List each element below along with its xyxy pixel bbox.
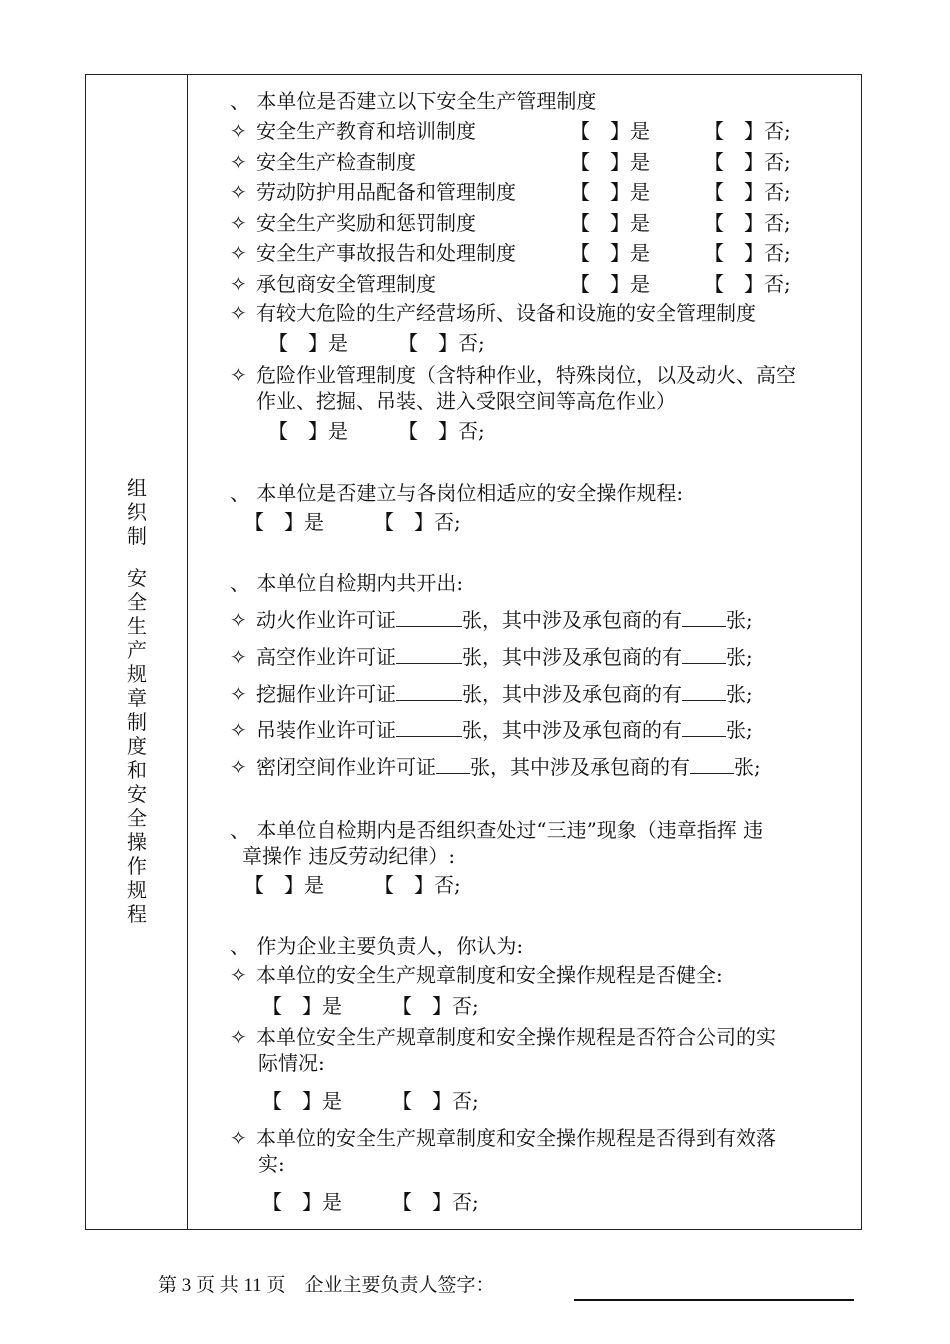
bullet-icon: ✧ xyxy=(230,644,247,669)
s1-item xyxy=(230,210,476,236)
s1-item7: ✧ 有较大危险的生产经营场所、设备和设施的安全管理制度 xyxy=(230,301,756,325)
bullet-icon: ✧ xyxy=(230,210,247,235)
count-blank[interactable] xyxy=(436,753,470,774)
s5-q3-line2: 实: xyxy=(258,1152,285,1176)
bullet-icon: ✧ xyxy=(230,1126,247,1150)
no-option[interactable]: 【 】否; xyxy=(704,119,791,143)
bullet-icon: ✧ xyxy=(230,180,247,204)
no-option[interactable]: 【 】否; xyxy=(704,149,791,174)
no-option[interactable]: 【 】否; xyxy=(704,210,791,235)
yes-option[interactable]: 【 】是 xyxy=(570,210,650,235)
no-option[interactable]: 【 】否; xyxy=(704,271,791,296)
yes-option[interactable]: 【 】是 xyxy=(570,180,650,204)
signature-line[interactable] xyxy=(574,1299,854,1301)
s3-title: 、 本单位自检期内共开出: xyxy=(230,571,464,595)
permit-label: 吊装作业许可证 xyxy=(256,718,396,743)
contractor-count-blank[interactable] xyxy=(690,753,734,774)
permit-row xyxy=(230,716,753,743)
permit-mid: 张，其中涉及承包商的有 xyxy=(462,681,682,706)
s1-item7-choice[interactable]: 【 】是 【 】否; xyxy=(268,331,485,355)
s5-q3-choice[interactable]: 【 】是 【 】否; xyxy=(262,1190,479,1214)
s5-q2-line1: ✧ 本单位安全生产规章制度和安全操作规程是否符合公司的实 xyxy=(230,1025,776,1049)
permit-end: 张; xyxy=(726,608,753,632)
s4-line2: 章操作 违反劳动纪律）: xyxy=(242,844,456,868)
bullet-icon: ✧ xyxy=(230,119,247,143)
permit-mid: 张，其中涉及承包商的有 xyxy=(462,718,682,743)
side-label-part1: 组 织 制 xyxy=(127,476,147,548)
permit-label: 密闭空间作业许可证 xyxy=(256,755,436,780)
s1-item8-choice[interactable]: 【 】是 【 】否; xyxy=(268,419,485,443)
s1-item xyxy=(230,240,516,266)
s1-item-label: 安全生产教育和培训制度 xyxy=(256,119,476,143)
bullet-icon: ✧ xyxy=(230,363,247,387)
permit-row xyxy=(230,753,761,780)
count-blank[interactable] xyxy=(396,606,462,627)
bullet-icon: ✧ xyxy=(230,681,247,706)
permit-end: 张; xyxy=(726,681,753,706)
s1-item-label: 劳动防护用品配备和管理制度 xyxy=(256,180,516,204)
yes-option[interactable]: 【 】是 xyxy=(570,119,650,143)
permit-label: 动火作业许可证 xyxy=(256,608,396,632)
permit-mid: 张，其中涉及承包商的有 xyxy=(462,644,682,669)
bullet-icon: ✧ xyxy=(230,1025,247,1049)
s2-title: 、 本单位是否建立与各岗位相适应的安全操作规程: xyxy=(230,481,684,505)
s1-title: 、 本单位是否建立以下安全生产管理制度 xyxy=(230,89,597,113)
yes-option[interactable]: 【 】是 xyxy=(570,241,650,265)
bullet-icon: ✧ xyxy=(230,755,247,780)
s1-item xyxy=(230,271,436,297)
permit-mid: 张，其中涉及承包商的有 xyxy=(470,755,690,780)
permit-end: 张; xyxy=(726,718,753,743)
s1-item xyxy=(230,149,416,175)
s4-choice[interactable]: 【 】是 【 】否; xyxy=(244,873,461,897)
permit-row xyxy=(230,643,753,670)
bullet-icon: ✧ xyxy=(230,271,247,296)
no-option[interactable]: 【 】否; xyxy=(704,241,791,265)
bullet-icon: ✧ xyxy=(230,149,247,174)
bullet-icon: ✧ xyxy=(230,241,247,265)
s5-q2-line2: 际情况: xyxy=(258,1051,325,1075)
bullet-icon: ✧ xyxy=(230,301,247,325)
permit-mid: 张，其中涉及承包商的有 xyxy=(462,608,682,632)
contractor-count-blank[interactable] xyxy=(682,606,726,627)
s1-item-label: 安全生产检查制度 xyxy=(256,149,416,174)
s1-item xyxy=(230,179,516,205)
no-option[interactable]: 【 】否; xyxy=(704,180,791,204)
count-blank[interactable] xyxy=(396,643,462,664)
bullet-icon: ✧ xyxy=(230,718,247,743)
count-blank[interactable] xyxy=(396,680,462,701)
bullet-icon: ✧ xyxy=(230,608,247,632)
contractor-count-blank[interactable] xyxy=(682,716,726,737)
permit-label: 高空作业许可证 xyxy=(256,644,396,669)
permit-row xyxy=(230,606,753,633)
s5-q1-choice[interactable]: 【 】是 【 】否; xyxy=(262,994,479,1018)
permit-end: 张; xyxy=(726,644,753,669)
s1-item-label: 安全生产事故报告和处理制度 xyxy=(256,241,516,265)
s2-choice[interactable]: 【 】是 【 】否; xyxy=(244,510,461,534)
s5-q1: ✧ 本单位的安全生产规章制度和安全操作规程是否健全: xyxy=(230,963,723,987)
s1-item8-line2: 作业、挖掘、吊装、进入受限空间等高危作业） xyxy=(256,389,676,413)
s1-item-label: 承包商安全管理制度 xyxy=(256,271,436,296)
contractor-count-blank[interactable] xyxy=(682,680,726,701)
s1-item-label: 安全生产奖励和惩罚制度 xyxy=(256,210,476,235)
permit-row xyxy=(230,680,753,707)
bullet-icon: ✧ xyxy=(230,963,247,987)
side-label-part2: 安 全 生 产 规 章 制 度 和 安 全 操 作 规 程 xyxy=(127,566,147,926)
s1-item8-line1: ✧ 危险作业管理制度（含特种作业，特殊岗位，以及动火、高空 xyxy=(230,363,796,387)
permit-label: 挖掘作业许可证 xyxy=(256,681,396,706)
contractor-count-blank[interactable] xyxy=(682,643,726,664)
column-divider xyxy=(187,75,188,1229)
page-footer: 第 3 页 共 11 页 企业主要负责人签字： xyxy=(158,1275,495,1296)
yes-option[interactable]: 【 】是 xyxy=(570,271,650,296)
s5-q2-choice[interactable]: 【 】是 【 】否; xyxy=(262,1089,479,1113)
permit-end: 张; xyxy=(734,755,761,780)
s4-line1: 、 本单位自检期内是否组织查处过“三违”现象（违章指挥 违 xyxy=(230,818,764,842)
s5-q3-line1: ✧ 本单位的安全生产规章制度和安全操作规程是否得到有效落 xyxy=(230,1126,776,1150)
count-blank[interactable] xyxy=(396,716,462,737)
s5-title: 、 作为企业主要负责人，你认为: xyxy=(230,934,524,958)
yes-option[interactable]: 【 】是 xyxy=(570,149,650,174)
s1-item xyxy=(230,118,476,144)
